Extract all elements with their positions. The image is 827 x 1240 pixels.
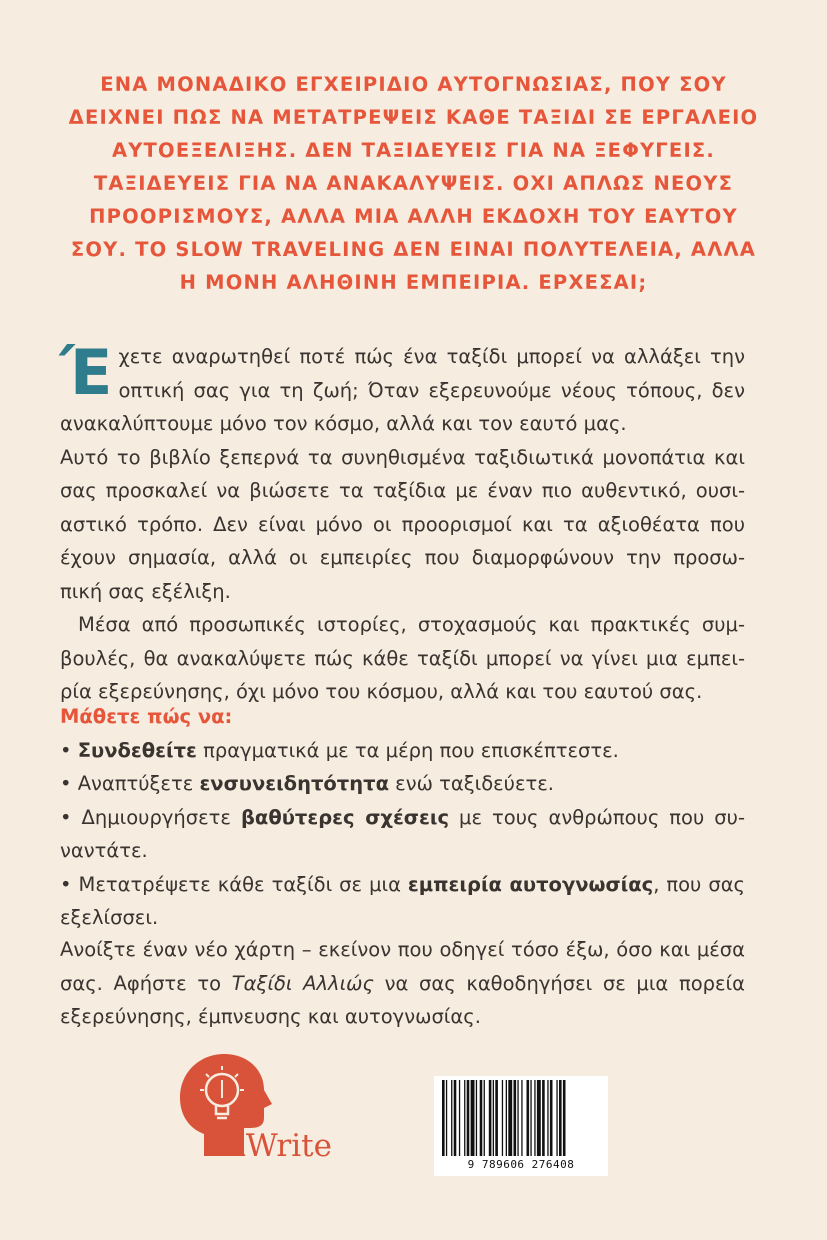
barcode-bar [527, 1080, 530, 1156]
barcode-bar [508, 1080, 512, 1156]
paragraph2-line: Μέσα από προσωπικές ιστορίες, στοχασμούς και πρακτικές συμ- [78, 613, 745, 636]
intro-line: οπτική σας για τη ζωή; Όταν εξερευνούμε νέους τόπους, δεν [118, 378, 745, 402]
barcode-bar [502, 1080, 503, 1156]
barcode-bar [563, 1080, 566, 1156]
barcode-bar [459, 1080, 460, 1156]
intro-paragraph [60, 336, 745, 709]
learn-item: • Συνδεθείτε πραγματικά με τα μέρη που επισκέπτεστε. [60, 738, 619, 762]
barcode-bar [517, 1080, 518, 1156]
barcode-bar [476, 1080, 477, 1156]
paragraph2-line: βουλές, θα ανακαλύψετε πώς κάθε ταξίδι μπορεί να γίνει μια εμπει- [60, 646, 745, 670]
tagline-line: Η ΜΟΝΗ ΑΛΗΘΙΝΗ ΕΜΠΕΙΡΙΑ. ΕΡΧΕΣΑΙ; [179, 271, 648, 294]
barcode-digits: 9 789606 276408 [467, 1158, 575, 1171]
barcode-bar [464, 1080, 465, 1156]
barcode-bar [514, 1080, 517, 1156]
intro-line: ανακαλύπτουμε μόνο τον κόσμο, αλλά και τον εαυτό μας. [60, 412, 627, 435]
barcode-bar [542, 1080, 545, 1156]
barcode-bar [521, 1080, 522, 1156]
closing-line: σας. Αφήστε το Ταξίδι Αλλιώς να σας καθοδηγήσει σε μια πορεία [60, 971, 745, 995]
tagline-line: ΤΑΞΙΔΕΥΕΙΣ ΓΙΑ ΝΑ ΑΝΑΚΑΛΥΨΕΙΣ. ΟΧΙ ΑΠΛΩΣ ΝΕΟΥΣ [93, 172, 734, 195]
publisher-name: iWrite [236, 1128, 332, 1164]
barcode-bar [489, 1080, 492, 1156]
learn-item-cont: εξελίσσει. [60, 906, 159, 929]
tagline-line: ΠΡΟΟΡΙΣΜΟΥΣ, ΑΛΛΑ ΜΙΑ ΑΛΛΗ ΕΚΔΟΧΗ ΤΟΥ ΕΑΥΤΟΥ [89, 205, 738, 228]
intro-line: αστικό τρόπο. Δεν είναι μόνο οι προορισμοί και τα αξιοθέατα που [60, 512, 745, 536]
intro-line: χετε αναρωτηθεί ποτέ πώς ένα ταξίδι μπορεί να αλλάξει την [118, 345, 745, 368]
barcode-bar [446, 1080, 447, 1156]
barcode-bar [537, 1080, 541, 1156]
tagline [60, 68, 767, 299]
barcode-bar [467, 1080, 470, 1156]
intro-line: πική σας εξέλιξη. [60, 579, 231, 603]
barcode-bar [559, 1080, 562, 1156]
tagline-line: ΔΕΙΧΝΕΙ ΠΩΣ ΝΑ ΜΕΤΑΤΡΕΨΕΙΣ ΚΑΘΕ ΤΑΞΙΔΙ ΣΕ ΕΡΓΑΛΕΙΟ [68, 106, 759, 129]
barcode-bars [434, 1076, 608, 1158]
barcode-bar [556, 1080, 557, 1156]
learn-title: Μάθετε πώς να: [60, 705, 233, 728]
drop-cap: Έ [60, 336, 113, 409]
paragraph2-line: ρία εξερεύνησης, όχι μόνο του κόσμου, αλλά και του εαυτού σας. [60, 680, 703, 703]
learn-item-cont: ναντάτε. [60, 839, 148, 862]
learn-item: • Αναπτύξετε ενσυνειδητότητα ενώ ταξιδεύετε. [60, 772, 554, 795]
intro-line: έχουν σημασία, αλλά οι εμπειρίες που διαμορφώνουν την προσω- [60, 546, 745, 569]
tagline-line: ΣΟΥ. ΤΟ SLOW TRAVELING ΔΕΝ ΕΙΝΑΙ ΠΟΛΥΤΕΛΕΙΑ, ΑΛΛΑ [70, 238, 757, 261]
learn-list [60, 700, 745, 935]
barcode-bar [534, 1080, 535, 1156]
barcode-bar [442, 1080, 445, 1156]
barcode-bar [495, 1080, 498, 1156]
barcode-bar [530, 1080, 531, 1156]
barcode-bar [454, 1080, 457, 1156]
closing-line: εξερεύνησης, έμπνευσης και αυτογνωσίας. [60, 1005, 481, 1028]
tagline-line: ΕΝΑ ΜΟΝΑΔΙΚΟ ΕΓΧΕΙΡΙΔΙΟ ΑΥΤΟΓΝΩΣΙΑΣ, ΠΟΥ ΣΟΥ [100, 73, 727, 96]
intro-line: Αυτό το βιβλίο ξεπερνά τα συνηθισμένα ταξιδιωτικά μονοπάτια και [60, 445, 745, 469]
closing-paragraph [60, 933, 745, 1034]
closing-line: Ανοίξτε έναν νέο χάρτη – εκείνον που οδηγεί τόσο έξω, όσο και μέσα [60, 938, 745, 961]
barcode-bar [547, 1080, 548, 1156]
barcode-bar [480, 1080, 483, 1156]
barcode-bar [471, 1080, 475, 1156]
learn-item: • Μετατρέψετε κάθε ταξίδι σε μια εμπειρία αυτογνωσίας, που σας [60, 872, 745, 896]
barcode-bar [451, 1080, 452, 1156]
barcode-bar [493, 1080, 494, 1156]
barcode-bar [506, 1080, 507, 1156]
tagline-line: ΑΥΤΟΕΞΕΛΙΞΗΣ. ΔΕΝ ΤΑΞΙΔΕΥΕΙΣ ΓΙΑ ΝΑ ΞΕΦΥΓΕΙΣ. [111, 139, 716, 162]
learn-item: • Δημιουργήσετε βαθύτερες σχέσεις με τους ανθρώπους που συ- [60, 805, 745, 829]
barcode-bar [550, 1080, 553, 1156]
barcode-bar [484, 1080, 485, 1156]
intro-line: σας προσκαλεί να βιώσετε τα ταξίδια με έναν πιο αυθεντικό, ουσι- [60, 479, 745, 502]
